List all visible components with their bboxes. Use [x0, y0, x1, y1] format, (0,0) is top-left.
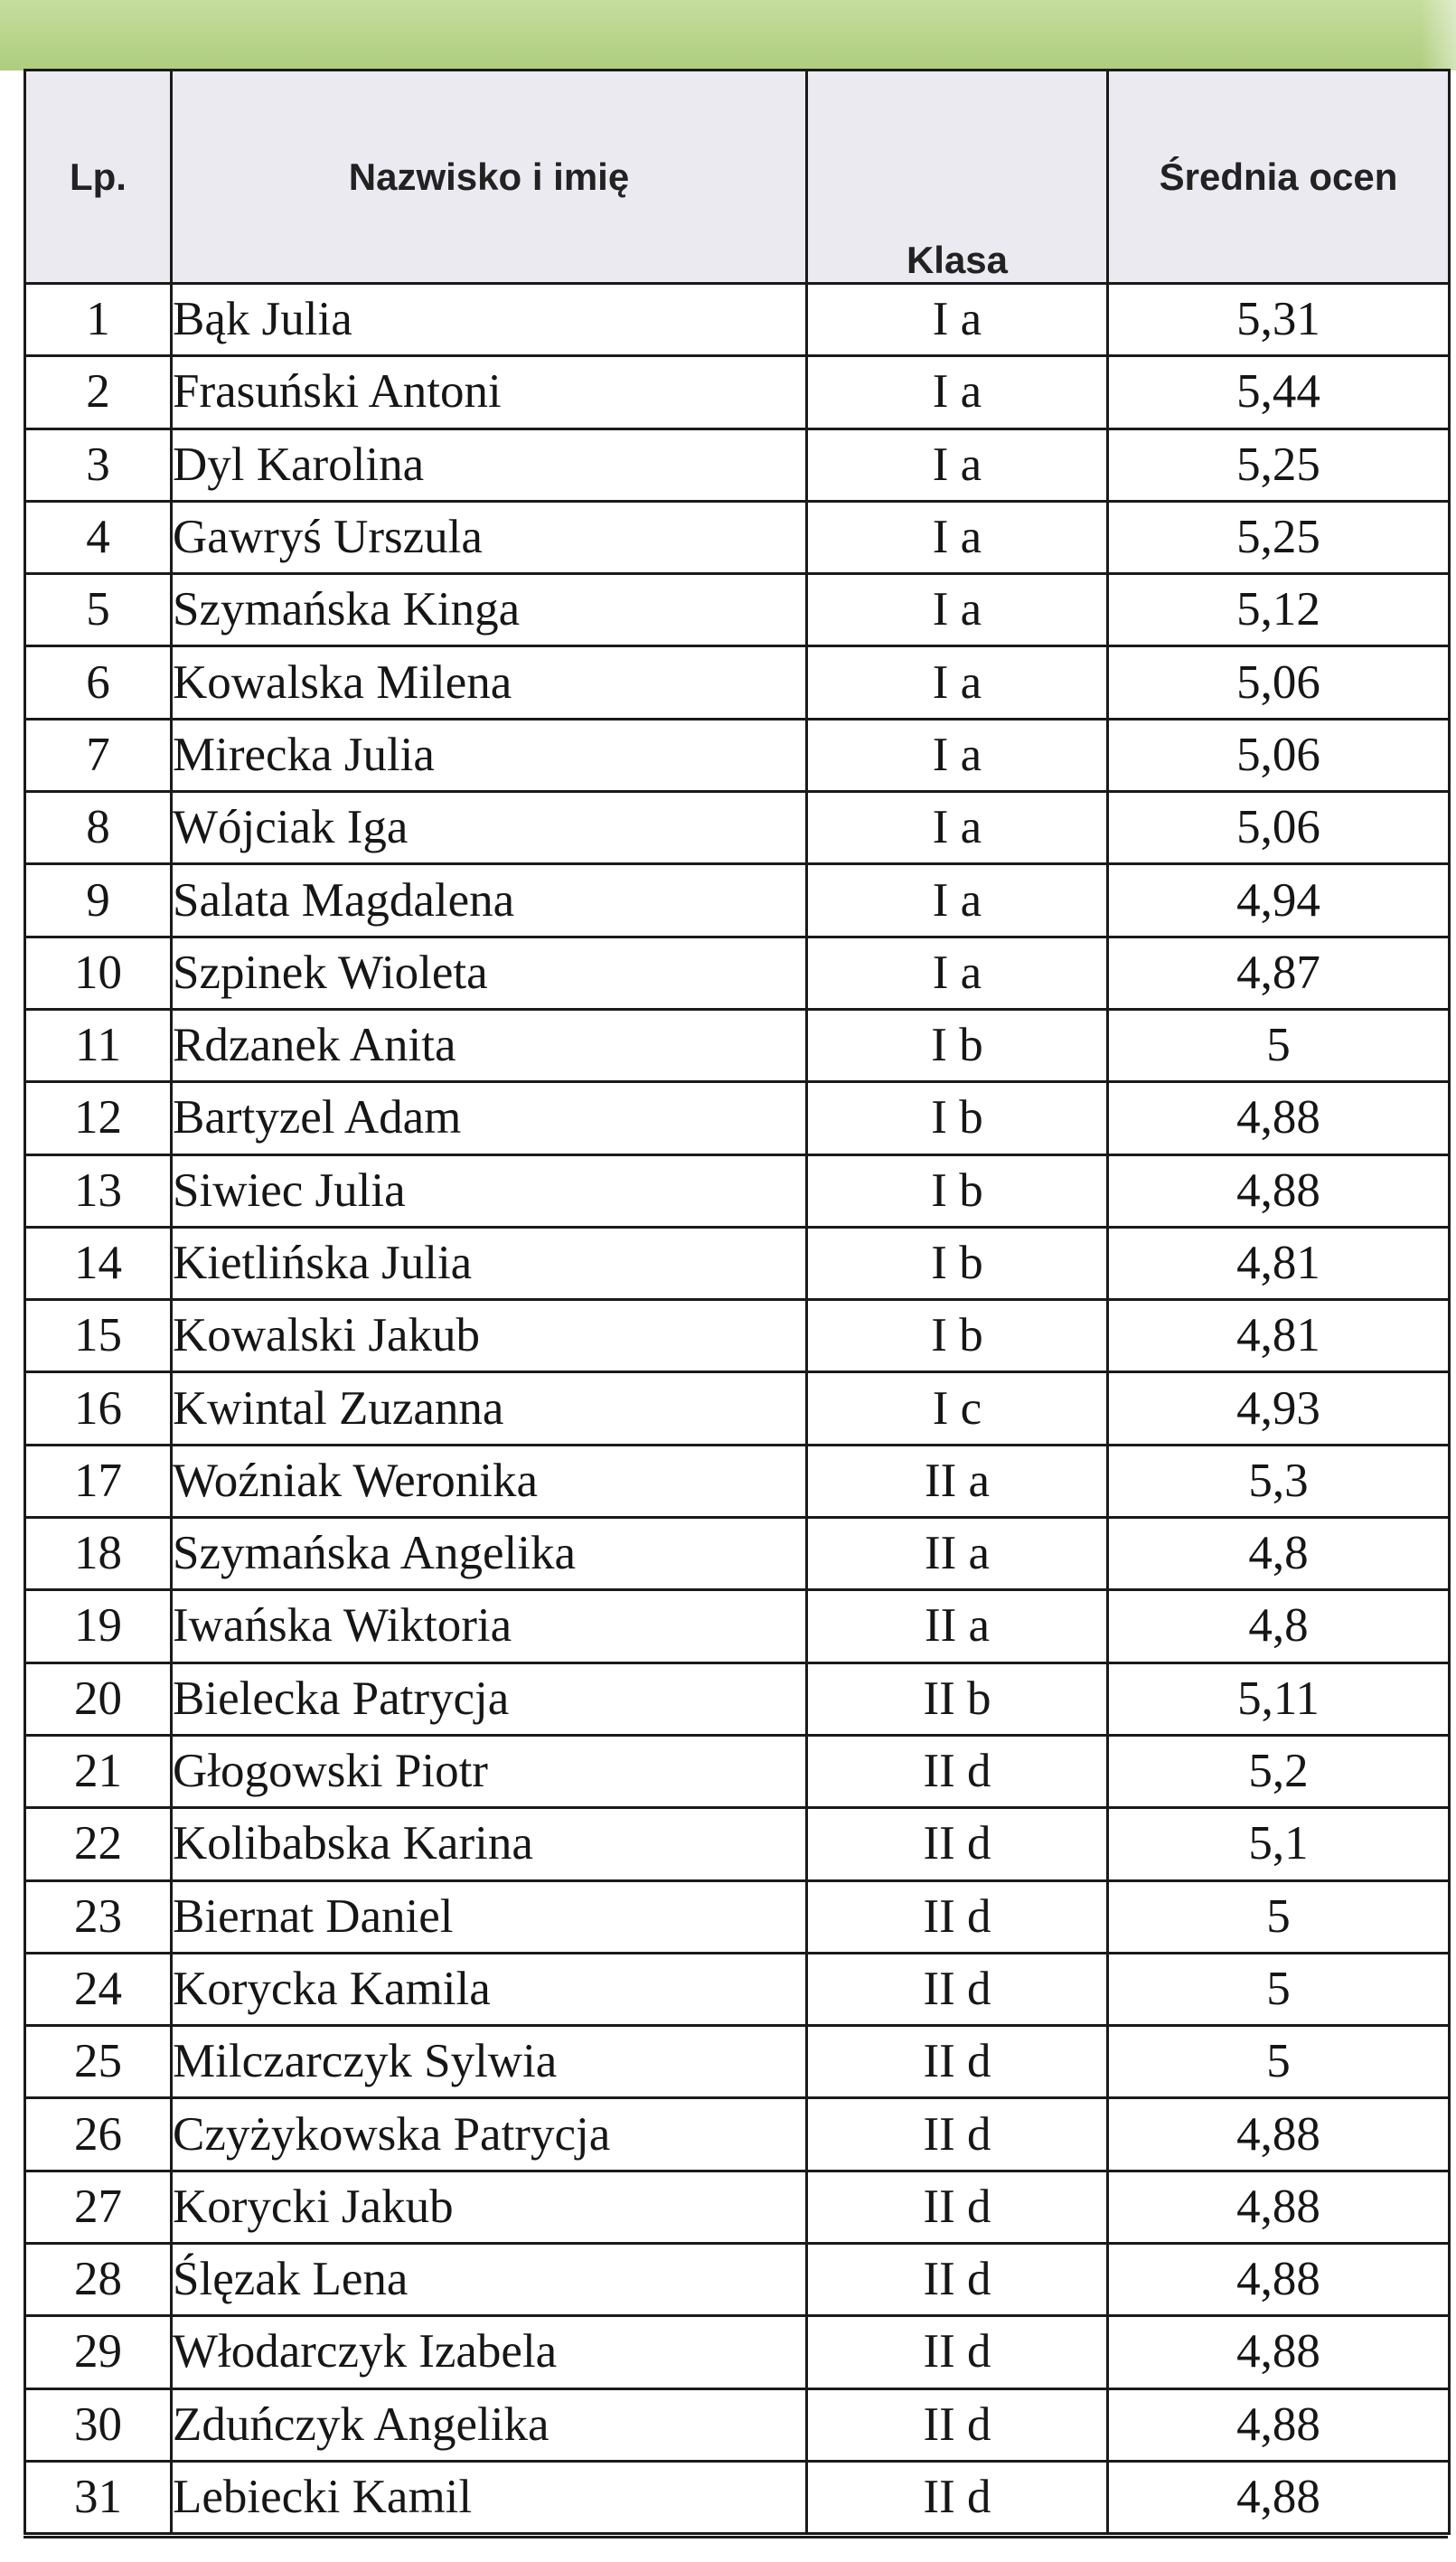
cell-name: Rdzanek Anita [172, 1009, 807, 1081]
table-row [25, 1300, 1450, 1372]
cell-name: Szymańska Kinga [172, 574, 807, 646]
cell-class: I a [807, 792, 1108, 864]
cell-class: II d [807, 2461, 1108, 2533]
cell-lp: 9 [25, 864, 172, 937]
cell-class: I b [807, 1154, 1108, 1227]
cell-average: 5 [1108, 1880, 1450, 1953]
cell-lp: 11 [25, 1009, 172, 1081]
cell-lp: 24 [25, 1953, 172, 2025]
cell-lp: 12 [25, 1082, 172, 1154]
cell-average: 4,8 [1108, 1518, 1450, 1590]
cell-lp: 19 [25, 1590, 172, 1662]
table-row [25, 1880, 1450, 1953]
cell-class: II d [807, 1808, 1108, 1880]
cell-class: I b [807, 1009, 1108, 1081]
cell-lp: 28 [25, 2244, 172, 2316]
cell-name: Milczarczyk Sylwia [172, 2026, 807, 2098]
cell-name: Bielecka Patrycja [172, 1662, 807, 1735]
cell-name: Kwintal Zuzanna [172, 1372, 807, 1445]
cell-class: II d [807, 2171, 1108, 2243]
table-row [25, 2316, 1450, 2388]
cell-lp: 18 [25, 1518, 172, 1590]
cell-average: 4,88 [1108, 2388, 1450, 2461]
table-row [25, 2026, 1450, 2098]
cell-name: Kowalski Jakub [172, 1300, 807, 1372]
cell-average: 5,12 [1108, 574, 1450, 646]
cell-name: Siwiec Julia [172, 1154, 807, 1227]
table-row [25, 1808, 1450, 1880]
cell-lp: 10 [25, 937, 172, 1009]
cell-lp: 15 [25, 1300, 172, 1372]
cell-class: II a [807, 1445, 1108, 1517]
table-body [25, 284, 1450, 2534]
table-row [25, 2461, 1450, 2533]
header-average: Średnia ocen [1108, 71, 1450, 284]
cell-average: 4,93 [1108, 1372, 1450, 1445]
cell-lp: 6 [25, 646, 172, 719]
cell-class: II d [807, 1953, 1108, 2025]
table-row [25, 356, 1450, 429]
cell-average: 4,81 [1108, 1227, 1450, 1299]
table-row [25, 1154, 1450, 1227]
cell-average: 5,2 [1108, 1735, 1450, 1807]
cell-name: Dyl Karolina [172, 429, 807, 501]
cell-lp: 30 [25, 2388, 172, 2461]
cell-lp: 8 [25, 792, 172, 864]
cell-average: 4,94 [1108, 864, 1450, 937]
cell-class: II d [807, 2316, 1108, 2388]
cell-lp: 20 [25, 1662, 172, 1735]
cell-name: Iwańska Wiktoria [172, 1590, 807, 1662]
cell-class: I a [807, 284, 1108, 356]
table-row [25, 1590, 1450, 1662]
cell-average: 4,81 [1108, 1300, 1450, 1372]
cell-average: 4,88 [1108, 2098, 1450, 2171]
cell-name: Lebiecki Kamil [172, 2461, 807, 2533]
cell-lp: 17 [25, 1445, 172, 1517]
cell-name: Salata Magdalena [172, 864, 807, 937]
table-row [25, 719, 1450, 791]
cell-name: Zduńczyk Angelika [172, 2388, 807, 2461]
cell-average: 5 [1108, 2026, 1450, 2098]
table-row [25, 937, 1450, 1009]
cell-name: Gawryś Urszula [172, 501, 807, 573]
cell-class: II d [807, 2388, 1108, 2461]
cell-name: Korycki Jakub [172, 2171, 807, 2243]
cell-class: I b [807, 1227, 1108, 1299]
table-row [25, 2244, 1450, 2316]
table-header-row [25, 71, 1450, 284]
cell-lp: 29 [25, 2316, 172, 2388]
cell-class: I b [807, 1082, 1108, 1154]
cell-lp: 22 [25, 1808, 172, 1880]
cell-class: I a [807, 356, 1108, 429]
grades-table [23, 69, 1451, 2535]
table-bottom-rule [23, 2536, 1448, 2538]
cell-average: 5,06 [1108, 719, 1450, 791]
cell-average: 4,8 [1108, 1590, 1450, 1662]
table-row [25, 1735, 1450, 1807]
cell-average: 5,06 [1108, 646, 1450, 719]
cell-class: II d [807, 1735, 1108, 1807]
cell-lp: 23 [25, 1880, 172, 1953]
cell-name: Kietlińska Julia [172, 1227, 807, 1299]
cell-lp: 31 [25, 2461, 172, 2533]
cell-average: 5 [1108, 1009, 1450, 1081]
cell-average: 5,11 [1108, 1662, 1450, 1735]
table-row [25, 2388, 1450, 2461]
table-row [25, 864, 1450, 937]
cell-average: 5,31 [1108, 284, 1450, 356]
cell-lp: 25 [25, 2026, 172, 2098]
cell-class: I a [807, 574, 1108, 646]
cell-name: Głogowski Piotr [172, 1735, 807, 1807]
cell-average: 4,87 [1108, 937, 1450, 1009]
table-row [25, 284, 1450, 356]
table-row [25, 1662, 1450, 1735]
cell-name: Bąk Julia [172, 284, 807, 356]
cell-average: 5,44 [1108, 356, 1450, 429]
cell-class: I c [807, 1372, 1108, 1445]
cell-lp: 16 [25, 1372, 172, 1445]
cell-class: I a [807, 719, 1108, 791]
cell-name: Kolibabska Karina [172, 1808, 807, 1880]
table-row [25, 792, 1450, 864]
cell-average: 5,25 [1108, 429, 1450, 501]
cell-average: 4,88 [1108, 2244, 1450, 2316]
cell-lp: 26 [25, 2098, 172, 2171]
cell-average: 5,3 [1108, 1445, 1450, 1517]
cell-average: 5,1 [1108, 1808, 1450, 1880]
cell-lp: 7 [25, 719, 172, 791]
cell-name: Czyżykowska Patrycja [172, 2098, 807, 2171]
cell-lp: 5 [25, 574, 172, 646]
cell-average: 4,88 [1108, 1082, 1450, 1154]
cell-class: II d [807, 1880, 1108, 1953]
table-row [25, 1082, 1450, 1154]
cell-name: Włodarczyk Izabela [172, 2316, 807, 2388]
cell-average: 4,88 [1108, 2461, 1450, 2533]
cell-class: I a [807, 937, 1108, 1009]
cell-average: 4,88 [1108, 1154, 1450, 1227]
table-row [25, 2171, 1450, 2243]
cell-average: 5,06 [1108, 792, 1450, 864]
cell-lp: 14 [25, 1227, 172, 1299]
cell-class: II d [807, 2244, 1108, 2316]
cell-class: II a [807, 1518, 1108, 1590]
cell-name: Szpinek Wioleta [172, 937, 807, 1009]
header-band [0, 0, 1456, 71]
cell-lp: 27 [25, 2171, 172, 2243]
cell-class: II a [807, 1590, 1108, 1662]
table-row [25, 574, 1450, 646]
header-lp: Lp. [25, 71, 172, 284]
cell-name: Biernat Daniel [172, 1880, 807, 1953]
cell-lp: 13 [25, 1154, 172, 1227]
cell-name: Korycka Kamila [172, 1953, 807, 2025]
cell-average: 5 [1108, 1953, 1450, 2025]
cell-name: Wójciak Iga [172, 792, 807, 864]
cell-lp: 4 [25, 501, 172, 573]
cell-name: Kowalska Milena [172, 646, 807, 719]
cell-lp: 1 [25, 284, 172, 356]
cell-average: 5,25 [1108, 501, 1450, 573]
cell-lp: 21 [25, 1735, 172, 1807]
cell-name: Woźniak Weronika [172, 1445, 807, 1517]
cell-class: I a [807, 646, 1108, 719]
cell-name: Ślęzak Lena [172, 2244, 807, 2316]
table-row [25, 1009, 1450, 1081]
cell-class: II d [807, 2098, 1108, 2171]
cell-name: Mirecka Julia [172, 719, 807, 791]
table-row [25, 1953, 1450, 2025]
table-row [25, 501, 1450, 573]
cell-class: I a [807, 501, 1108, 573]
cell-average: 4,88 [1108, 2316, 1450, 2388]
cell-name: Szymańska Angelika [172, 1518, 807, 1590]
header-name: Nazwisko i imię [172, 71, 807, 284]
cell-class: I b [807, 1300, 1108, 1372]
table-row [25, 1372, 1450, 1445]
cell-average: 4,88 [1108, 2171, 1450, 2243]
cell-class: II d [807, 2026, 1108, 2098]
cell-name: Frasuński Antoni [172, 356, 807, 429]
table-row [25, 1445, 1450, 1517]
table-row [25, 2098, 1450, 2171]
cell-class: I a [807, 429, 1108, 501]
cell-lp: 2 [25, 356, 172, 429]
table-row [25, 1227, 1450, 1299]
table-row [25, 1518, 1450, 1590]
cell-class: II b [807, 1662, 1108, 1735]
table-row [25, 646, 1450, 719]
header-band-shade [1420, 0, 1456, 71]
header-class: Klasa [807, 71, 1108, 284]
table-row [25, 429, 1450, 501]
cell-class: I a [807, 864, 1108, 937]
cell-lp: 3 [25, 429, 172, 501]
cell-name: Bartyzel Adam [172, 1082, 807, 1154]
